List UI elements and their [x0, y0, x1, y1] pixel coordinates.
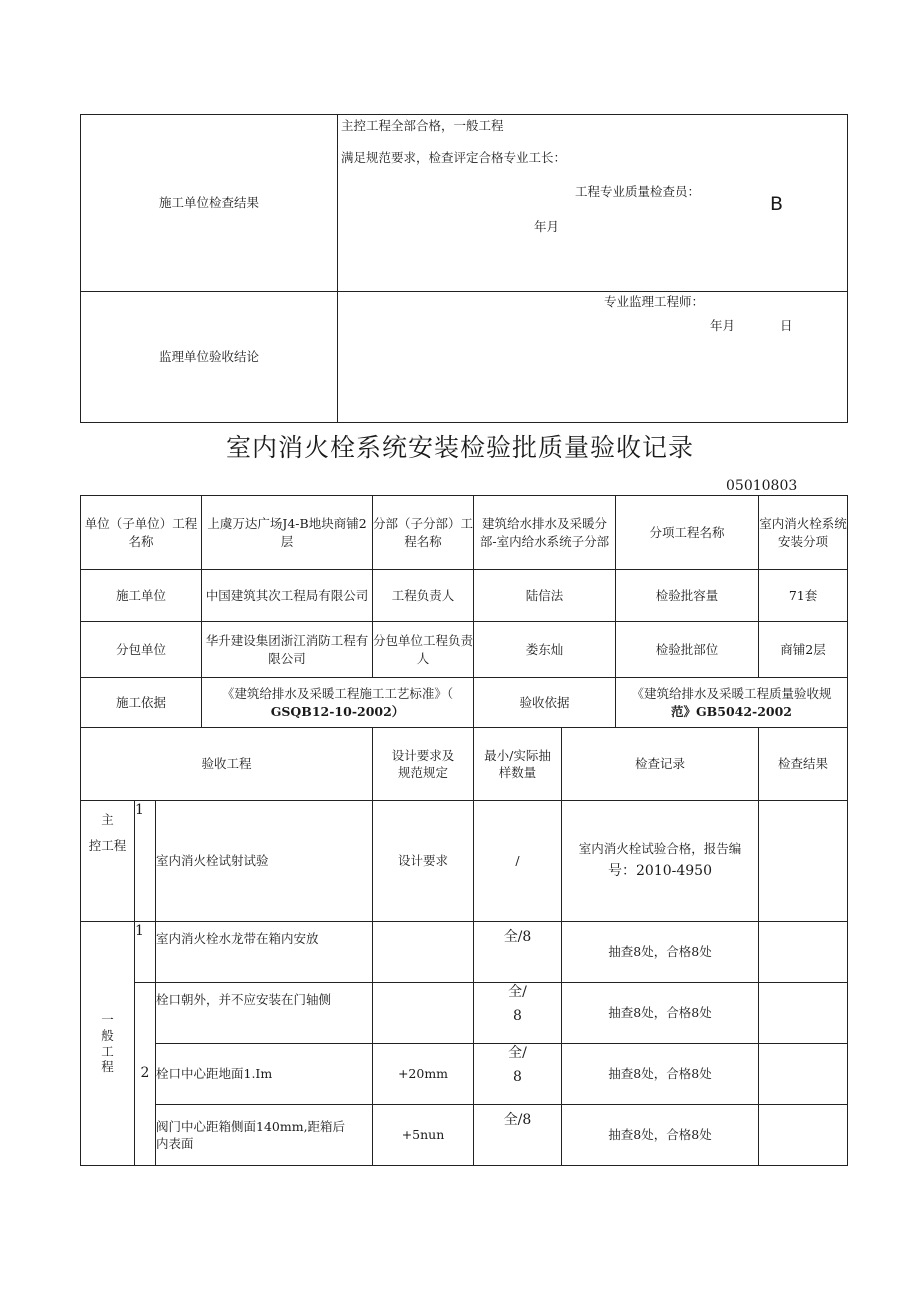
main-control-label: 主 控工程 [81, 801, 135, 922]
accept-basis-label: 验收依据 [474, 678, 616, 728]
general-row-item: 栓口中心距地面1.Im [156, 1044, 373, 1105]
acceptance-record-table [80, 495, 848, 1166]
supervision-date-d: 日 [780, 318, 793, 333]
sub-pm-label: 分包单位工程负责人 [373, 622, 474, 678]
general-row-design [373, 983, 474, 1044]
capacity-value: 71套 [759, 570, 848, 622]
division-value: 建筑给水排水及采暖分部-室内给水系统子分部 [474, 496, 616, 570]
supervision-label: 监理单位验收结论 [81, 292, 338, 423]
sub-contractor-value: 华升建设集团浙江消防工程有限公司 [202, 622, 373, 678]
general-row-design [373, 922, 474, 983]
subitem-label: 分项工程名称 [616, 496, 759, 570]
general-row-result [759, 922, 848, 983]
general-row-item: 栓口朝外，并不应安装在门轴侧 [156, 983, 373, 1044]
capacity-label: 检验批容量 [616, 570, 759, 622]
sub-contractor-label: 分包单位 [81, 622, 202, 678]
general-row-item: 阀门中心距箱侧面140mm,距箱后 内表面 [156, 1105, 373, 1166]
header-design: 设计要求及 规范规定 [373, 728, 474, 801]
general-row-result [759, 1044, 848, 1105]
pm-label: 工程负责人 [373, 570, 474, 622]
general-row-record: 抽查8处，合格8处 [562, 983, 759, 1044]
basis-value: 《建筑给排水及采暖工程施工工艺标准》（ GSQB12-10-2002） [202, 678, 474, 728]
construction-date: 年月 [534, 219, 560, 234]
general-row-record: 抽查8处，合格8处 [562, 1044, 759, 1105]
division-label: 分部（子分部）工程名称 [373, 496, 474, 570]
header-sample: 最小/实际抽 样数量 [474, 728, 562, 801]
basis-label: 施工依据 [81, 678, 202, 728]
part-label: 检验批部位 [616, 622, 759, 678]
supervision-date-ym: 年月 [710, 318, 736, 333]
general-row-record: 抽查8处，合格8处 [562, 922, 759, 983]
general-row-sample: 全/8 [474, 1105, 562, 1166]
construction-check-label: 施工单位检查结果 [81, 115, 338, 292]
main-control-record: 室内消火栓试验合格，报告编 号：2010-4950 [562, 801, 759, 922]
general-row-item: 室内消火栓水龙带在箱内安放 [156, 922, 373, 983]
main-control-no: 1 [135, 801, 156, 922]
general-row-sample: 全/8 [474, 922, 562, 983]
general-row-design: +5nun [373, 1105, 474, 1166]
subitem-value: 室内消火栓系统安装分项 [759, 496, 848, 570]
supervision-line-1: 专业监理工程师： [604, 294, 705, 309]
general-row-record: 抽查8处，合格8处 [562, 1105, 759, 1166]
main-control-result [759, 801, 848, 922]
header-item: 验收工程 [81, 728, 373, 801]
unit-value: 上虞万达广场J4-B地块商铺2层 [202, 496, 373, 570]
page-title: 室内消火栓系统安装检验批质量验收记录 [225, 433, 694, 462]
general-row-result [759, 983, 848, 1044]
general-row-sample: 全/ 8 [474, 983, 562, 1044]
construction-line-3: 工程专业质量检查员： [575, 184, 701, 199]
construction-check-cell [338, 115, 848, 292]
general-row-no: 1 [135, 922, 156, 983]
construction-mark: B [770, 193, 784, 215]
contractor-value: 中国建筑其次工程局有限公司 [202, 570, 373, 622]
main-control-design: 设计要求 [373, 801, 474, 922]
construction-line-1: 主控工程全部合格，一般工程 [341, 118, 504, 133]
sub-pm-value: 娄东灿 [474, 622, 616, 678]
unit-label: 单位（子单位）工程名称 [81, 496, 202, 570]
supervision-cell [338, 292, 848, 423]
construction-line-2: 满足规范要求，检查评定合格专业工长： [341, 150, 567, 165]
main-control-item: 室内消火栓试射试验 [156, 801, 373, 922]
main-control-sample: / [474, 801, 562, 922]
header-record: 检查记录 [562, 728, 759, 801]
header-result: 检查结果 [759, 728, 848, 801]
inspection-result-table [80, 114, 848, 423]
general-row-design: +20mm [373, 1044, 474, 1105]
accept-basis-value: 《建筑给排水及采暖工程质量验收规 范》GB5042-2002 [616, 678, 848, 728]
general-row-result [759, 1105, 848, 1166]
general-row-sample: 全/ 8 [474, 1044, 562, 1105]
general-row-no: 2 [135, 983, 156, 1166]
contractor-label: 施工单位 [81, 570, 202, 622]
record-code: 05010803 [726, 478, 798, 494]
pm-value: 陆信法 [474, 570, 616, 622]
part-value: 商铺2层 [759, 622, 848, 678]
general-label: 一般工程 [81, 922, 135, 1166]
